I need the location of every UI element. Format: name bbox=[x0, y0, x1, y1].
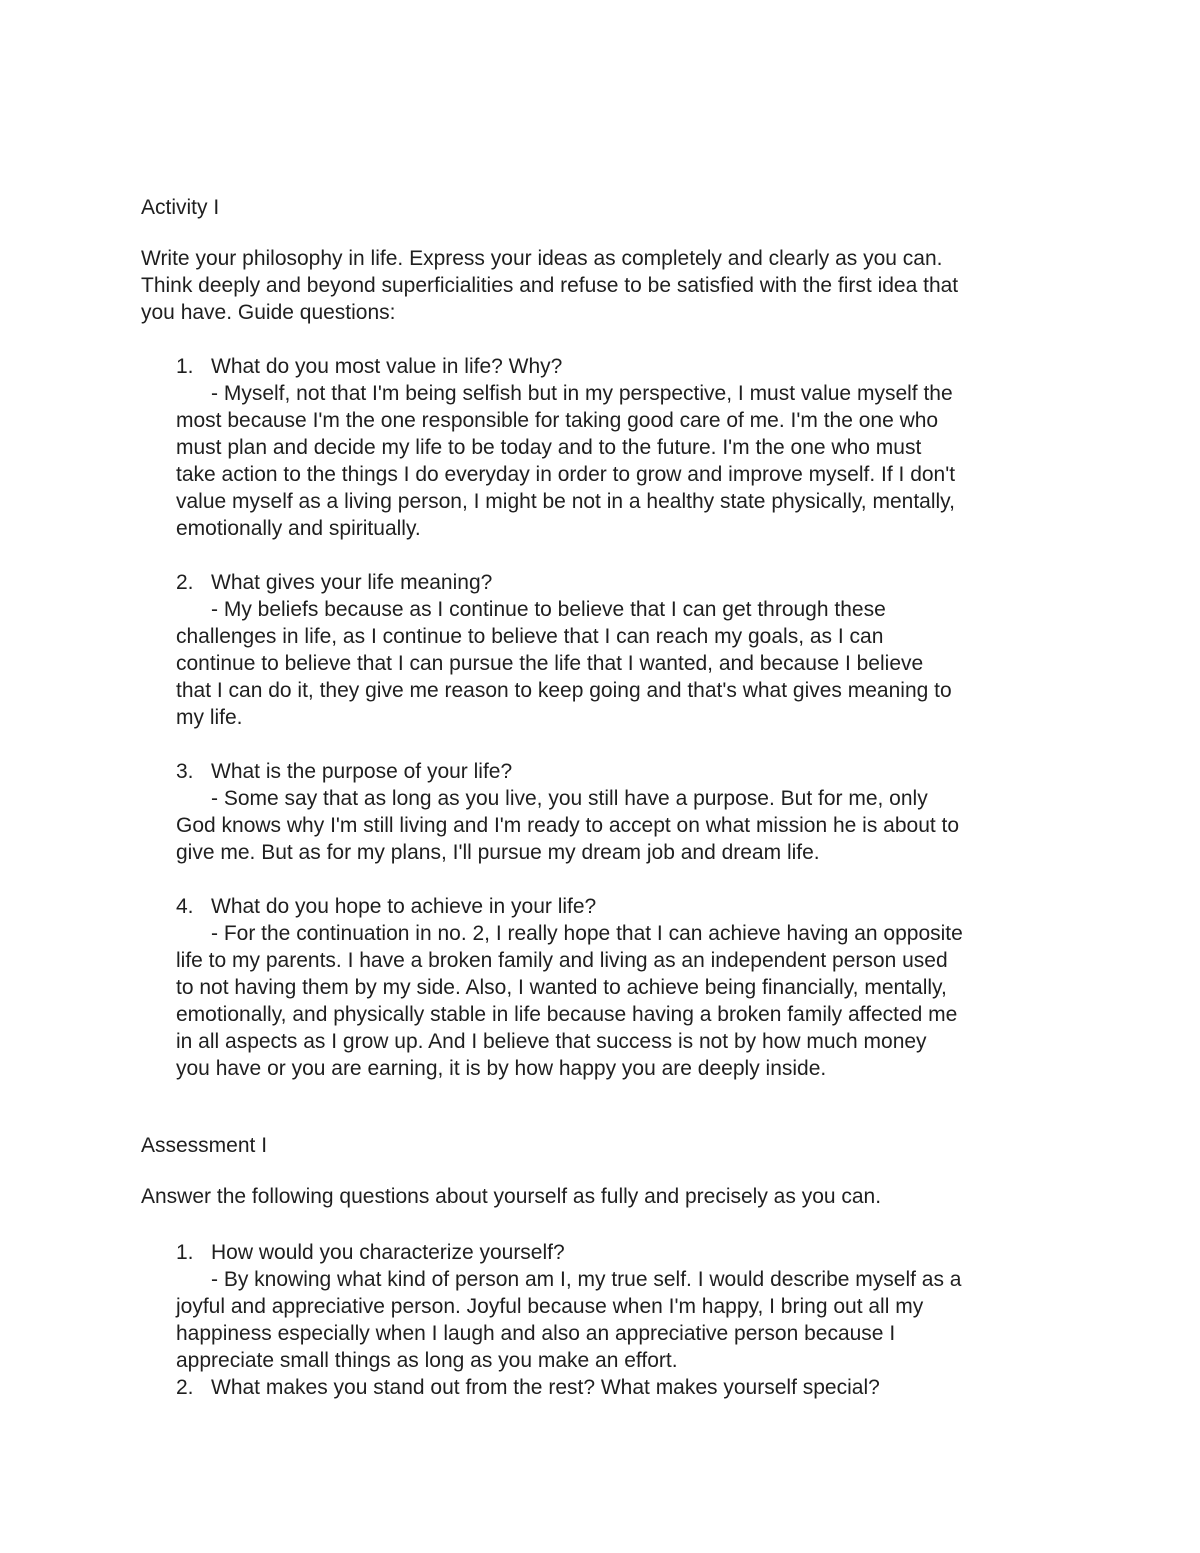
answer-line: - By knowing what kind of person am I, my true self. I would describe myself as a bbox=[211, 1268, 962, 1291]
assessment-heading: Assessment I bbox=[141, 1134, 268, 1157]
answer bbox=[176, 785, 1061, 866]
answer-line: - For the continuation in no. 2, I really hope that I can achieve having an opposite bbox=[211, 922, 963, 945]
question-number: 4. bbox=[176, 895, 194, 918]
question-number: 2. bbox=[176, 1376, 194, 1399]
answer-line: in all aspects as I grow up. And I believe that success is not by how much money bbox=[176, 1030, 927, 1053]
answer-line: - Some say that as long as you live, you still have a purpose. But for me, only bbox=[211, 787, 928, 810]
question-number: 1. bbox=[176, 355, 194, 378]
question-number: 2. bbox=[176, 571, 194, 594]
activity-intro bbox=[141, 245, 1071, 326]
answer-line: appreciate small things as long as you make an effort. bbox=[176, 1349, 678, 1372]
answer-line: God knows why I'm still living and I'm ready to accept on what mission he is about to bbox=[176, 814, 960, 837]
answer-line: to not having them by my side. Also, I wanted to achieve being financially, mentally, bbox=[176, 976, 947, 999]
answer-line: give me. But as for my plans, I'll pursue my dream job and dream life. bbox=[176, 841, 820, 864]
question-number: 3. bbox=[176, 760, 194, 783]
assessment-intro: Answer the following questions about yourself as fully and precisely as you can. bbox=[141, 1185, 882, 1208]
answer bbox=[176, 380, 1061, 542]
answer-line: must plan and decide my life to be today and to the future. I'm the one who must bbox=[176, 436, 922, 459]
question-text: What gives your life meaning? bbox=[211, 571, 493, 594]
question-text: What is the purpose of your life? bbox=[211, 760, 513, 783]
answer-line: - Myself, not that I'm being selfish but in my perspective, I must value myself the bbox=[211, 382, 953, 405]
answer-line: emotionally, and physically stable in life because having a broken family affected me bbox=[176, 1003, 958, 1026]
answer bbox=[176, 596, 1061, 731]
answer-line: challenges in life, as I continue to believe that I can reach my goals, as I can bbox=[176, 625, 884, 648]
answer-line: that I can do it, they give me reason to keep going and that's what gives meaning to bbox=[176, 679, 952, 702]
answer-line: most because I'm the one responsible for taking good care of me. I'm the one who bbox=[176, 409, 939, 432]
question-text: What do you most value in life? Why? bbox=[211, 355, 563, 378]
answer-line: emotionally and spiritually. bbox=[176, 517, 421, 540]
activity-heading: Activity I bbox=[141, 196, 220, 219]
question-text: What makes you stand out from the rest? What makes yourself special? bbox=[211, 1376, 880, 1399]
intro-line: Think deeply and beyond superficialities and refuse to be satisfied with the first idea that bbox=[141, 274, 959, 297]
answer-line: continue to believe that I can pursue the life that I wanted, and because I believe bbox=[176, 652, 924, 675]
question-text: What do you hope to achieve in your life? bbox=[211, 895, 597, 918]
intro-line: Write your philosophy in life. Express your ideas as completely and clearly as you can. bbox=[141, 247, 943, 270]
answer-line: take action to the things I do everyday in order to grow and improve myself. If I don't bbox=[176, 463, 956, 486]
answer-line: - My beliefs because as I continue to believe that I can get through these bbox=[211, 598, 886, 621]
answer-line: my life. bbox=[176, 706, 243, 729]
answer bbox=[176, 920, 1061, 1082]
answer-line: value myself as a living person, I might be not in a healthy state physically, mentally, bbox=[176, 490, 955, 513]
answer-line: life to my parents. I have a broken family and living as an independent person used bbox=[176, 949, 948, 972]
answer-line: joyful and appreciative person. Joyful because when I'm happy, I bring out all my bbox=[176, 1295, 924, 1318]
answer-line: happiness especially when I laugh and also an appreciative person because I bbox=[176, 1322, 896, 1345]
answer-line: you have or you are earning, it is by how happy you are deeply inside. bbox=[176, 1057, 827, 1080]
question-number: 1. bbox=[176, 1241, 194, 1264]
question-text: How would you characterize yourself? bbox=[211, 1241, 565, 1264]
intro-line: you have. Guide questions: bbox=[141, 301, 396, 324]
answer bbox=[176, 1266, 1061, 1374]
